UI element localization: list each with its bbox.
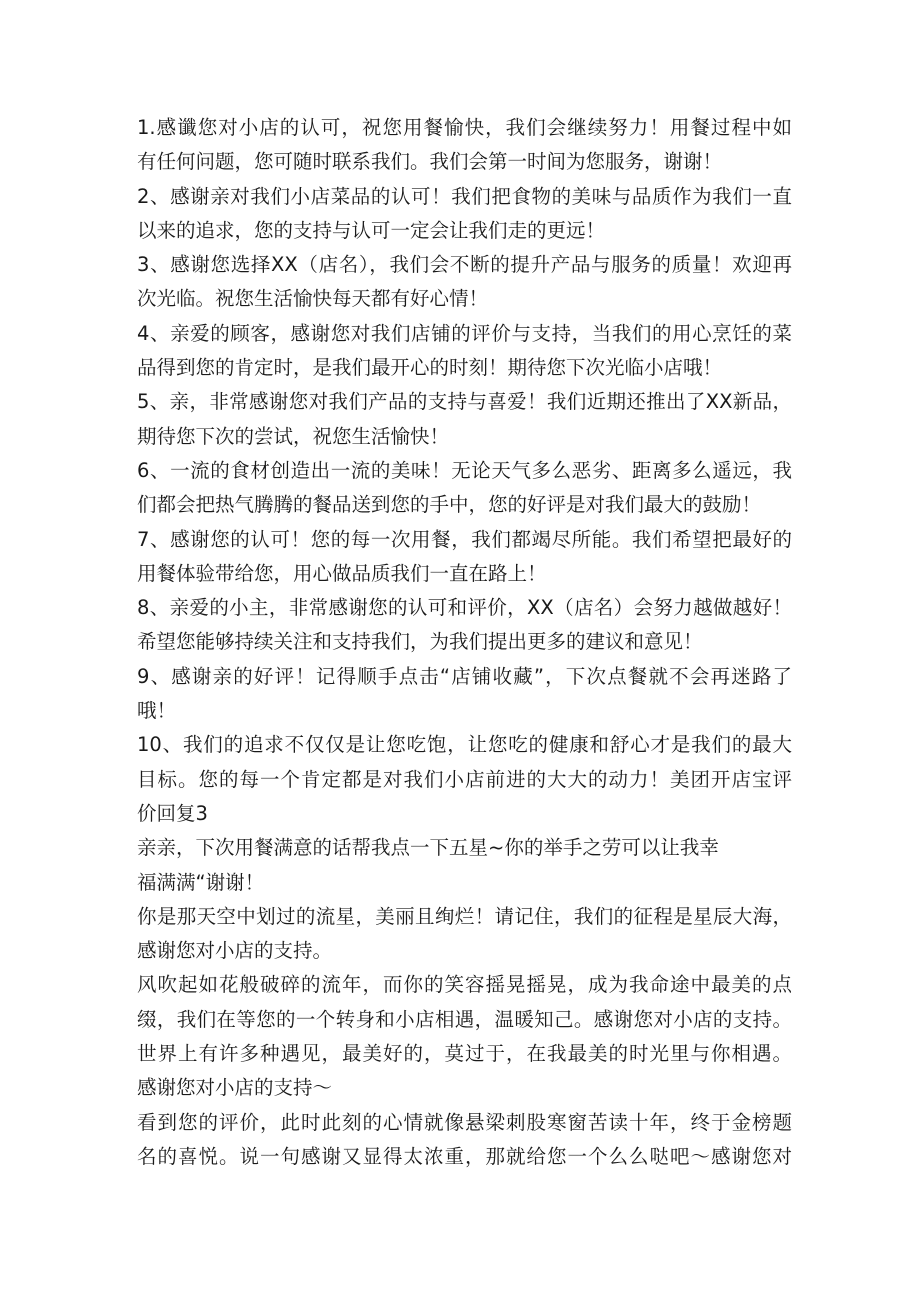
- document-body: [137, 111, 792, 1174]
- text-line: 感谢您对小店的支持～: [137, 1076, 333, 1100]
- text-line: 缀，我们在等您的一个转身和小店相遇，温暖知己。感谢您对小店的支持。: [137, 1007, 792, 1031]
- text-line: 感谢您对小店的支持。: [137, 939, 333, 963]
- text-line: 们都会把热气腾腾的餐品送到您的手中，您的好评是对我们最大的鼓励！: [137, 493, 762, 517]
- text-line: 用餐体验带给您，用心做品质我们一直在路上！: [137, 561, 547, 585]
- text-line: 看到您的评价，此时此刻的心情就像悬梁刺股寒窗苦读十年，终于金榜题: [137, 1110, 792, 1134]
- text-line: 以来的追求，您的支持与认可一定会让我们走的更远！: [137, 218, 606, 242]
- text-line: 4、亲爱的顾客，感谢您对我们店铺的评价与支持，当我们的用心烹饪的菜: [137, 321, 792, 345]
- text-line: 6、一流的食材创造出一流的美味！无论天气多么恶劣、距离多么遥远，我: [137, 458, 792, 482]
- text-line: 品得到您的肯定时，是我们最开心的时刻！期待您下次光临小店哦！: [137, 356, 723, 380]
- text-line: 1.感谶您对小店的认可，祝您用餐愉快，我们会继续努力！用餐过程中如: [137, 116, 792, 139]
- text-line: 福满满“谢谢！: [137, 870, 265, 894]
- text-line: 价回复3: [137, 801, 208, 825]
- text-line: 5、亲，非常感谢您对我们产品的支持与喜爱！我们近期还推出了XX新品，: [137, 390, 792, 414]
- text-line: 世界上有许多种遇见，最美好的，莫过于，在我最美的时光里与你相遇。: [137, 1042, 792, 1066]
- text-line: 哦！: [137, 699, 177, 723]
- text-line: 有任何问题，您可随时联系我们。我们会第一时间为您服务，谢谢！: [137, 150, 723, 174]
- text-line: 7、感谢您的认可！您的每一次用餐，我们都竭尽所能。我们希望把最好的: [137, 527, 792, 551]
- text-line: 2、感谢亲对我们小店菜品的认可！我们把食物的美味与品质作为我们一直: [137, 184, 792, 208]
- text-line: 目标。您的每一个肯定都是对我们小店前进的大大的动力！美团开店宝评: [137, 767, 792, 791]
- text-line: 亲亲，下次用餐满意的话帮我点一下五星~你的举手之劳可以让我幸: [137, 836, 719, 860]
- text-line: 10、我们的追求不仅仅是让您吃饱，让您吃的健康和舒心才是我们的最大: [137, 733, 792, 757]
- text-line: 风吹起如花般破碎的流年，而你的笑容摇晃摇晃，成为我命途中最美的点: [137, 973, 792, 997]
- text-line: 你是那天空中划过的流星，美丽且绚烂！请记住，我们的征程是星辰大海，: [137, 904, 792, 928]
- text-line: 名的喜悦。说一句感谢又显得太浓重，那就给您一个么么哒吧～感谢您对: [137, 1144, 792, 1168]
- text-line: 希望您能够持续关注和支持我们，为我们提出更多的建议和意见！: [137, 630, 703, 654]
- text-line: 期待您下次的尝试，祝您生活愉快！: [137, 424, 450, 448]
- text-line: 次光临。祝您生活愉快每天都有好心情！: [137, 287, 489, 311]
- text-line: 9、感谢亲的好评！记得顺手点击“店铺收藏”，下次点餐就不会再迷路了: [137, 664, 792, 688]
- text-line: 3、感谢您选择XX（店名），我们会不断的提升产品与服务的质量！欢迎再: [137, 253, 792, 277]
- text-line: 8、亲爱的小主，非常感谢您的认可和评价，XX（店名）会努力越做越好！: [137, 596, 792, 620]
